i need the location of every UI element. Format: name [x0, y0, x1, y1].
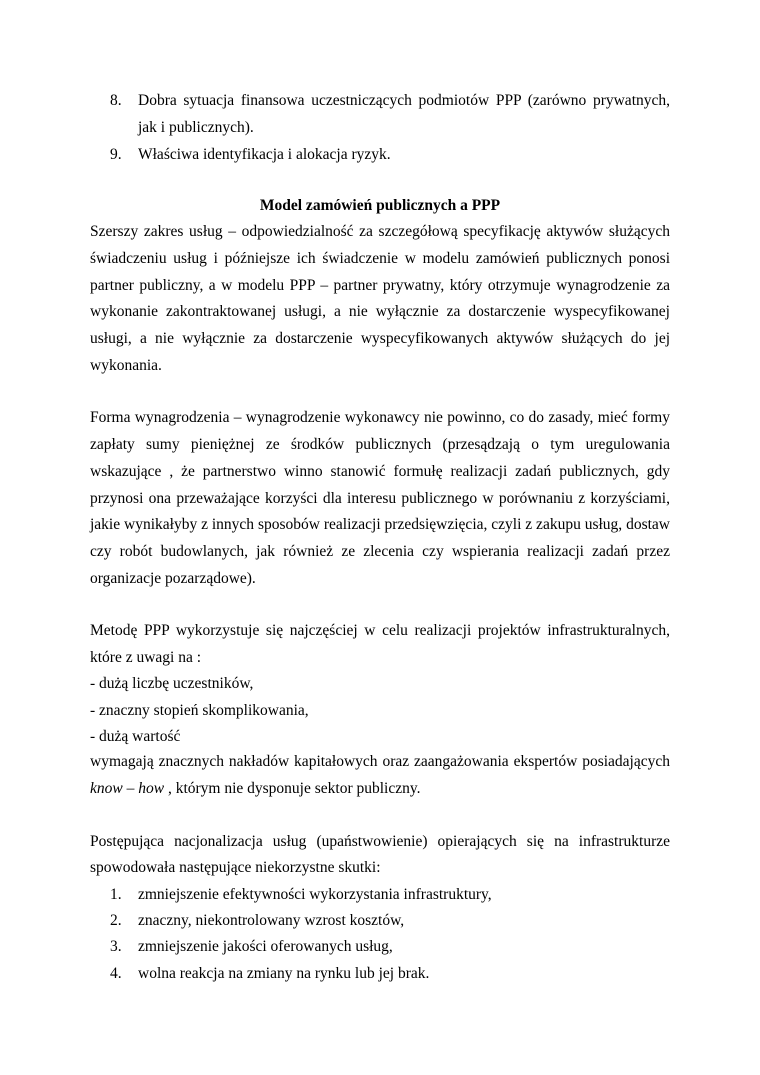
- paragraph-line-rest: , którym nie dysponuje sektor publiczny.: [164, 780, 421, 797]
- paragraph-line: wymagają znacznych nakładów kapitałowych oraz zaangażowania ekspertów posiadających: [90, 753, 670, 770]
- list-number: 4.: [110, 965, 122, 982]
- list-number: 3.: [110, 938, 122, 955]
- paragraph-line: Forma wynagrodzenia – wynagrodzenie wykonawcy nie powinno, co do zasady, mieć formy: [90, 409, 670, 426]
- list-item-text: znaczny, niekontrolowany wzrost kosztów,: [138, 912, 405, 929]
- paragraph-line: świadczeniu usług i późniejsze ich świadczenie w modelu zamówień publicznych ponosi: [90, 250, 670, 267]
- paragraph-line: Szerszy zakres usług – odpowiedzialność za szczegółową specyfikację aktywów służących: [90, 223, 670, 240]
- paragraph-line: wskazujące , że partnerstwo winno stanowić formułę realizacji zadań publicznych, gdy: [90, 463, 670, 480]
- list-item-text: wolna reakcja na zmiany na rynku lub jej brak.: [138, 965, 430, 982]
- paragraph-line: [90, 779, 670, 799]
- paragraph-line: Metodę PPP wykorzystuje się najczęściej w celu realizacji projektów infrastrukturalnych,: [90, 622, 670, 639]
- list-number: 8.: [110, 92, 122, 109]
- list-item-text: zmniejszenie efektywności wykorzystania infrastruktury,: [138, 886, 492, 903]
- paragraph-line: usługi, a nie wyłącznie za dostarczenie wyspecyfikowanych aktywów służących do jej: [90, 330, 670, 347]
- list-number: 2.: [110, 912, 122, 929]
- dash-list-item: - znaczny stopień skomplikowania,: [90, 702, 309, 719]
- paragraph-line: partner publiczny, a w modelu PPP – partner prywatny, który otrzymuje wynagrodzenie za: [90, 277, 670, 294]
- know-how-term: know – how: [90, 780, 165, 797]
- paragraph-line: przynosi ona przeważające korzyści dla interesu publicznego w porównaniu z korzyściami,: [90, 490, 670, 507]
- list-item-text: zmniejszenie jakości oferowanych usług,: [138, 938, 393, 955]
- paragraph-line: wykonanie zakontraktowanej usługi, a nie wyłącznie za dostarczenie wyspecyfikowanej: [90, 303, 670, 320]
- list-item-text: Dobra sytuacja finansowa uczestniczących podmiotów PPP (zarówno prywatnych,: [138, 92, 670, 109]
- list-item-text: Właściwa identyfikacja i alokacja ryzyk.: [138, 146, 391, 163]
- paragraph-line: organizacje pozarządowe).: [90, 570, 256, 587]
- list-number: 9.: [110, 146, 122, 163]
- section-heading: Model zamówień publicznych a PPP: [259, 197, 501, 214]
- list-number: 1.: [110, 886, 122, 903]
- paragraph-line: spowodowała następujące niekorzystne skutki:: [90, 859, 381, 876]
- paragraph-line: Postępująca nacjonalizacja usług (upaństwowienie) opierających się na infrastrukturze: [90, 833, 670, 850]
- dash-list-item: - dużą liczbę uczestników,: [90, 675, 254, 692]
- paragraph-line: wykonania.: [90, 357, 162, 374]
- list-item-text-continued: jak i publicznych).: [138, 119, 254, 136]
- paragraph-line: czy robót budowlanych, jak również ze zlecenia czy wspierania realizacji zadań przez: [90, 543, 670, 560]
- paragraph-line: które z uwagi na :: [90, 649, 202, 666]
- paragraph-line: zapłaty sumy pieniężnej ze środków publicznych (przesądzają o tym uregulowania: [90, 436, 670, 453]
- dash-list-item: - dużą wartość: [90, 728, 181, 745]
- paragraph-line: jakie wynikałyby z innych sposobów realizacji przedsięwzięcia, czyli z zakupu usług, dostaw: [90, 516, 670, 533]
